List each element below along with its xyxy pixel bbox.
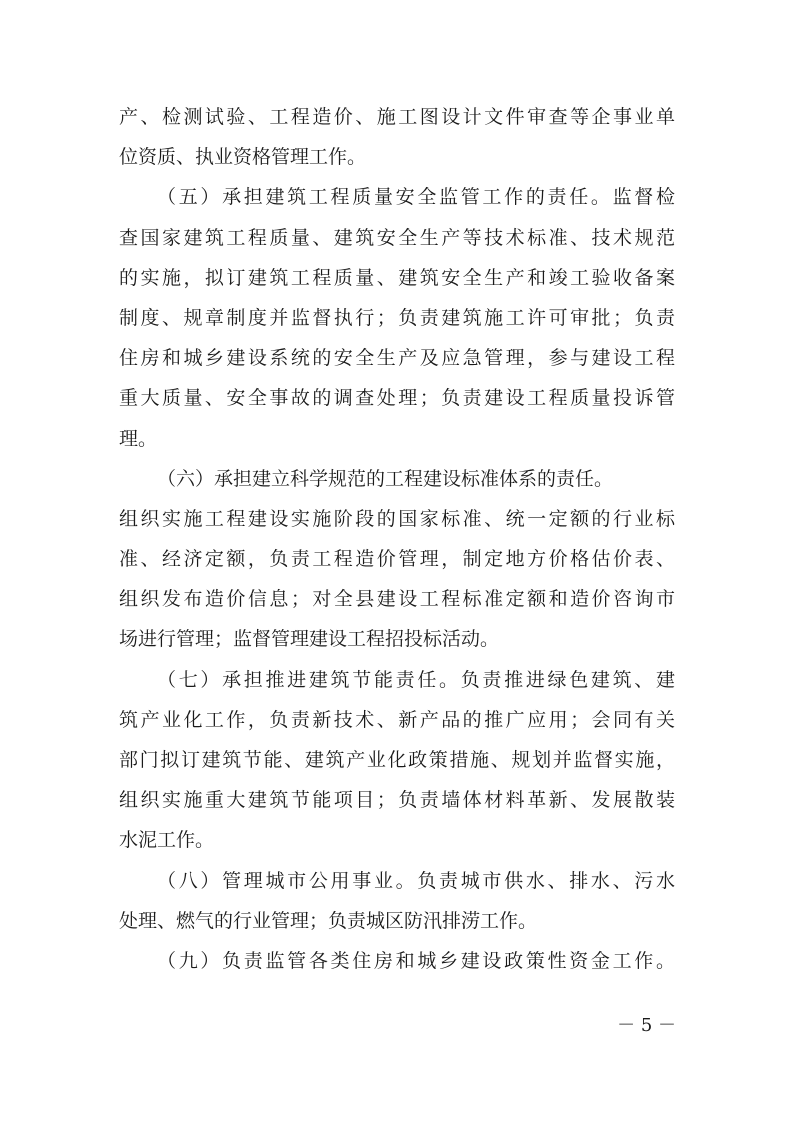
body-text (119, 97, 675, 981)
text-line: 重大质量、安全事故的调查处理；负责建设工程质量投诉管 (119, 387, 675, 410)
text-line: 组织发布造价信息；对全县建设工程标准定额和造价咨询市 (119, 588, 675, 611)
text-line: 产、检测试验、工程造价、施工图设计文件审查等企事业单 (119, 106, 675, 128)
text-line: 位资质、执业资格管理工作。 (119, 146, 367, 169)
page-number: － 5 － (617, 1015, 676, 1036)
text-line: 筑产业化工作，负责新技术、新产品的推广应用；会同有关 (119, 708, 675, 731)
text-line: 水泥工作。 (119, 829, 215, 852)
text-line: 准、经济定额，负责工程造价管理，制定地方价格估价表、 (119, 548, 675, 571)
text-line: 的实施，拟订建筑工程质量、建筑安全生产和竣工验收备案 (119, 266, 675, 289)
text-line: 部门拟订建筑节能、建筑产业化政策措施、规划并监督实施， (119, 749, 675, 771)
text-line: 处理、燃气的行业管理；负责城区防汛排涝工作。 (119, 909, 538, 932)
paragraph-start-line: （六）承担建立科学规范的工程建设标准体系的责任。 (157, 467, 614, 490)
text-line: 理。 (119, 427, 158, 450)
paragraph-start-line: （七）承担推进建筑节能责任。负责推进绿色建筑、建 (157, 668, 675, 691)
text-line: 场进行管理；监督管理建设工程招投标活动。 (119, 628, 500, 651)
text-line: 制度、规章制度并监督执行；负责建筑施工许可审批；负责 (119, 306, 675, 329)
text-line: 组织实施工程建设实施阶段的国家标准、统一定额的行业标 (119, 507, 675, 530)
text-line: 组织实施重大建筑节能项目；负责墙体材料革新、发展散装 (119, 789, 675, 812)
paragraph-start-line: （九）负责监管各类住房和城乡建设政策性资金工作。 (157, 949, 675, 972)
paragraph-start-line: （五）承担建筑工程质量安全监管工作的责任。监督检 (157, 186, 675, 209)
paragraph-start-line: （八）管理城市公用事业。负责城市供水、排水、污水 (157, 869, 675, 892)
text-line: 住房和城乡建设系统的安全生产及应急管理，参与建设工程 (119, 347, 675, 370)
text-line: 查国家建筑工程质量、建筑安全生产等技术标准、技术规范 (119, 226, 675, 249)
